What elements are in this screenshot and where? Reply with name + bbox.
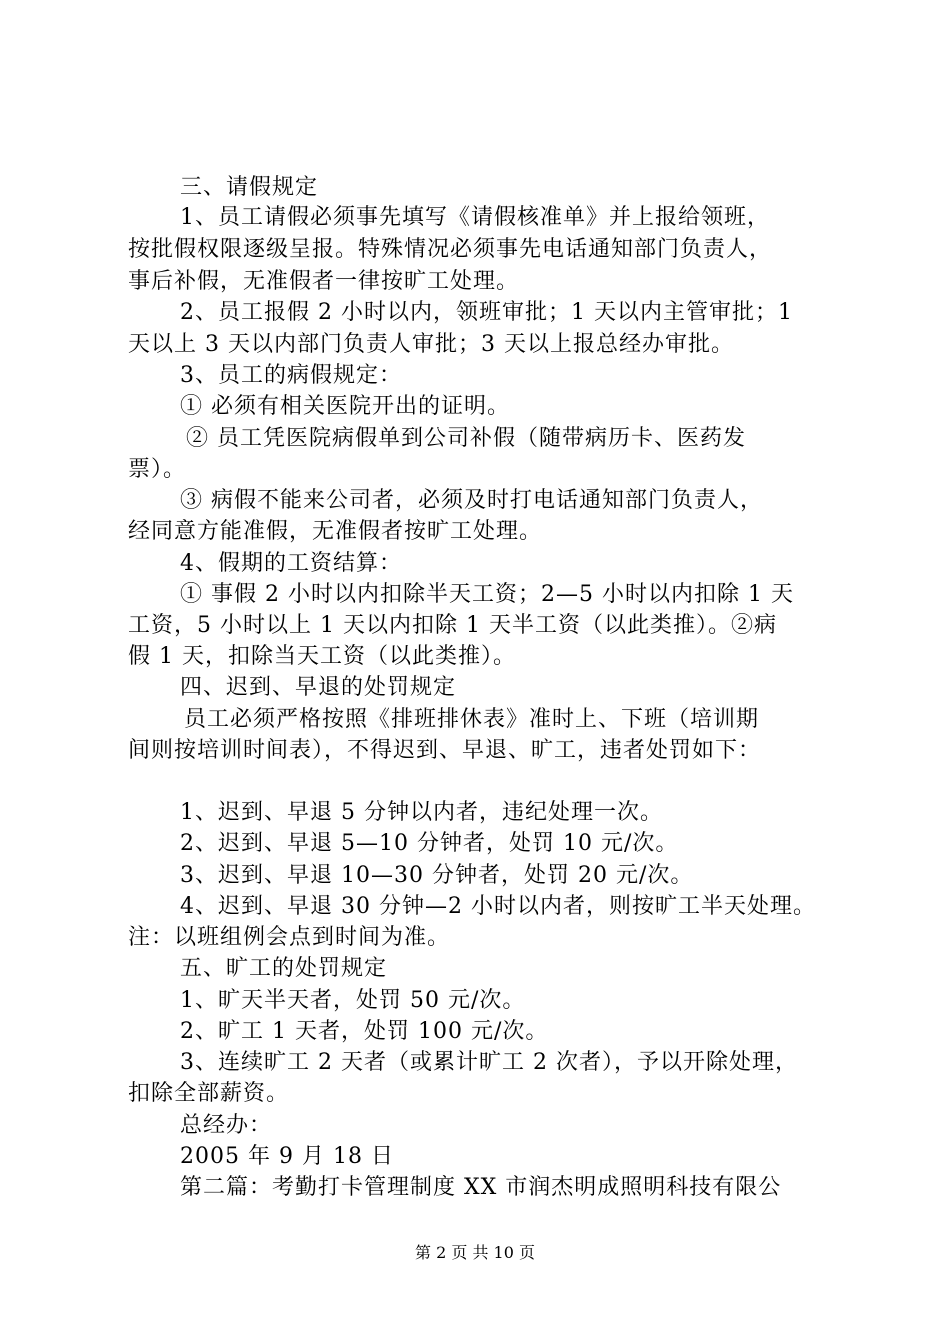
paragraph-line: 2、迟到、早退 5—10 分钟者，处罚 10 元/次。 — [180, 831, 679, 856]
signature-label: 总经办： — [180, 1113, 273, 1138]
section-heading: 三、请假规定 — [180, 175, 319, 200]
paragraph-line: 工资，5 小时以上 1 天以内扣除 1 天半工资（以此类推）。②病 — [128, 613, 777, 638]
paragraph-line: 间则按培训时间表），不得迟到、早退、旷工，违者处罚如下： — [128, 738, 762, 763]
paragraph-line: 2、旷工 1 天者，处罚 100 元/次。 — [180, 1019, 549, 1044]
paragraph-line: 1、迟到、早退 5 分钟以内者，违纪处理一次。 — [180, 800, 663, 825]
paragraph-line: 3、迟到、早退 10—30 分钟者，处罚 20 元/次。 — [180, 863, 694, 888]
paragraph-line: 注：以班组例会点到时间为准。 — [128, 925, 451, 950]
paragraph-line: 事后补假，无准假者一律按旷工处理。 — [128, 269, 520, 294]
paragraph-line: 3、员工的病假规定： — [180, 363, 402, 388]
paragraph-line: 3、连续旷工 2 天者（或累计旷工 2 次者），予以开除处理， — [180, 1050, 798, 1075]
paragraph-line: 4、假期的工资结算： — [180, 551, 402, 576]
paragraph-line: 员工必须严格按照《排班排休表》准时上、下班（培训期 — [184, 707, 760, 732]
paragraph-line: 假 1 天，扣除当天工资（以此类推）。 — [128, 644, 516, 669]
paragraph-line: ① 事假 2 小时以内扣除半天工资；2—5 小时以内扣除 1 天 — [180, 582, 794, 607]
paragraph-line: 票）。 — [128, 457, 187, 482]
section-heading: 五、旷工的处罚规定 — [180, 956, 388, 981]
next-section-title: 第二篇：考勤打卡管理制度 XX 市润杰明成照明科技有限公 — [180, 1175, 782, 1200]
paragraph-line: 按批假权限逐级呈报。特殊情况必须事先电话通知部门负责人， — [128, 237, 773, 262]
paragraph-line: ② 员工凭医院病假单到公司补假（随带病历卡、医药发 — [186, 426, 746, 451]
document-date: 2005 年 9 月 18 日 — [180, 1144, 394, 1169]
paragraph-line: 经同意方能准假，无准假者按旷工处理。 — [128, 519, 543, 544]
paragraph-line: 2、员工报假 2 小时以内，领班审批；1 天以内主管审批；1 — [180, 300, 793, 325]
paragraph-line: 1、员工请假必须事先填写《请假核准单》并上报给领班， — [180, 205, 770, 230]
paragraph-line: 天以上 3 天以内部门负责人审批；3 天以上报总经办审批。 — [128, 332, 734, 357]
paragraph-line: 扣除全部薪资。 — [128, 1081, 290, 1106]
paragraph-line: 4、迟到、早退 30 分钟—2 小时以内者，则按旷工半天处理。 — [180, 894, 816, 919]
page-number-footer: 第 2 页 共 10 页 — [415, 1243, 535, 1262]
paragraph-line: ③ 病假不能来公司者，必须及时打电话通知部门负责人， — [180, 488, 763, 513]
paragraph-line: 1、旷天半天者，处罚 50 元/次。 — [180, 988, 526, 1013]
section-heading: 四、迟到、早退的处罚规定 — [180, 675, 457, 700]
paragraph-line: ① 必须有相关医院开出的证明。 — [180, 394, 510, 419]
